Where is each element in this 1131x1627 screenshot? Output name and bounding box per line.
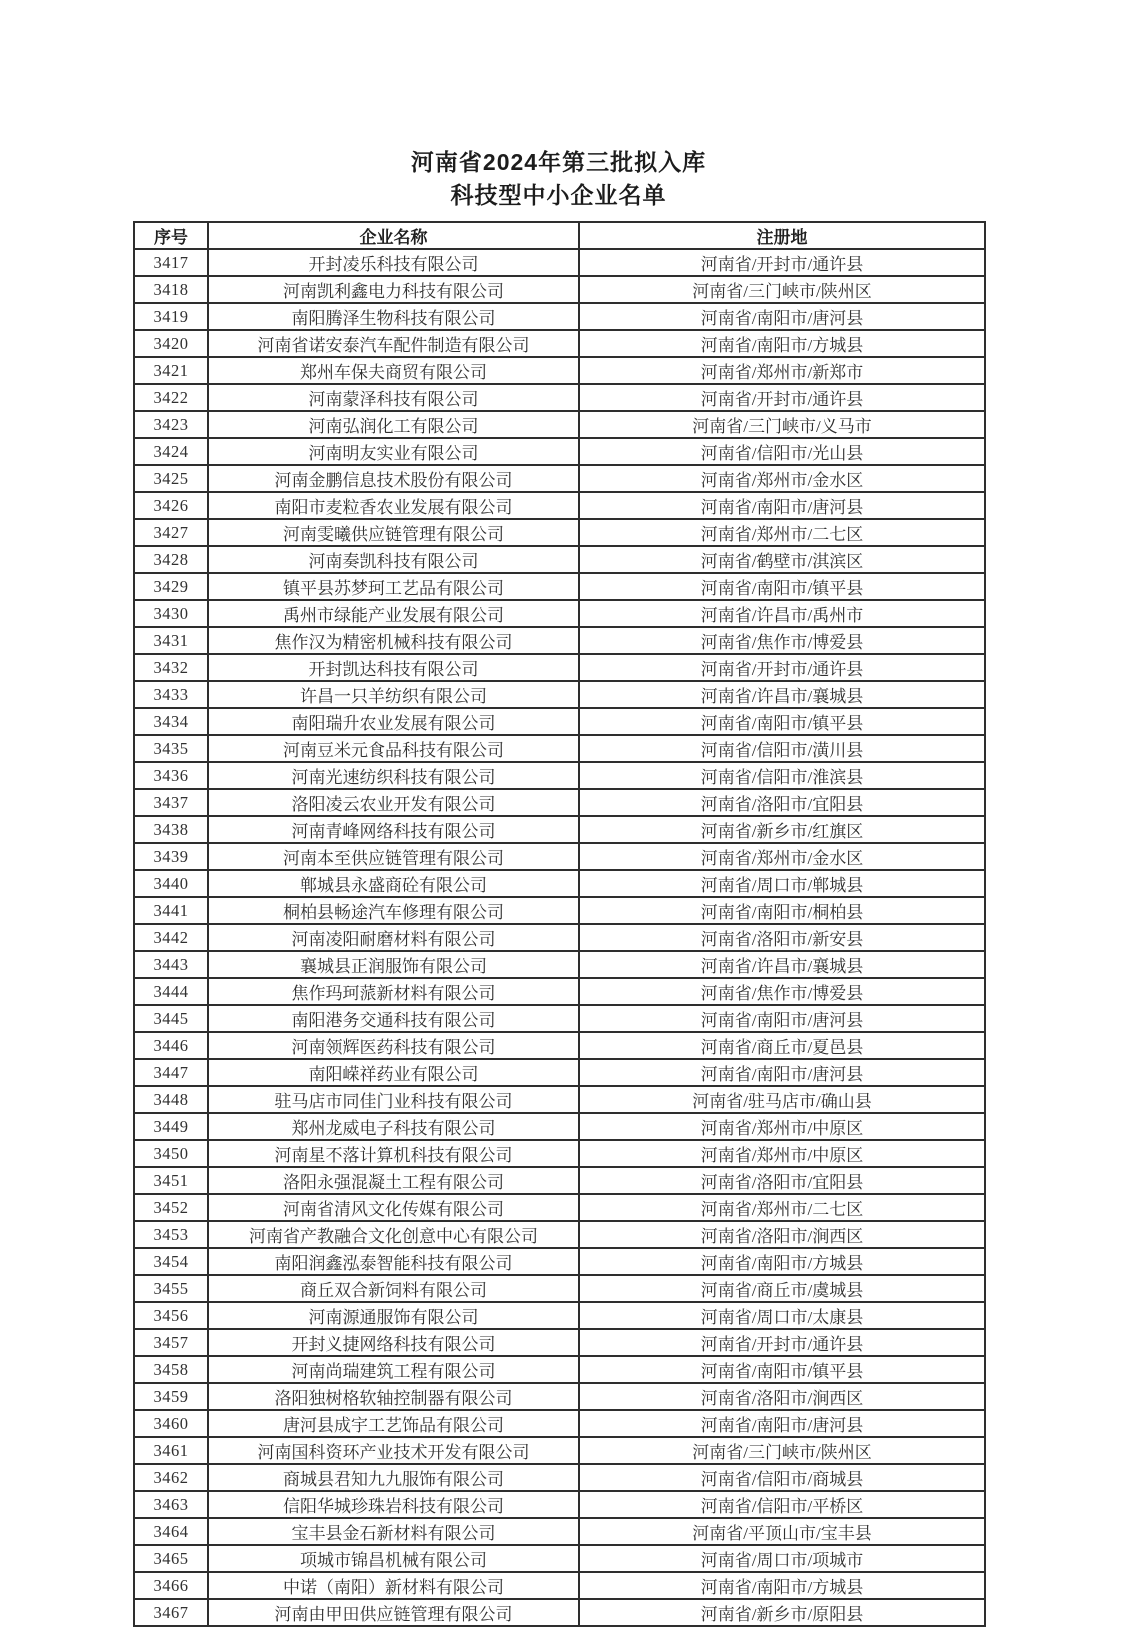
company-name-cell: 河南凯利鑫电力科技有限公司	[208, 276, 579, 303]
serial-number-cell: 3452	[134, 1194, 208, 1221]
table-header-row	[134, 222, 985, 249]
serial-number-cell: 3449	[134, 1113, 208, 1140]
registered-location-cell: 河南省/南阳市/唐河县	[579, 303, 985, 330]
serial-number-cell: 3448	[134, 1086, 208, 1113]
table-row	[134, 978, 985, 1005]
registered-location-cell: 河南省/郑州市/中原区	[579, 1113, 985, 1140]
registered-location-cell: 河南省/南阳市/桐柏县	[579, 897, 985, 924]
table-row	[134, 1491, 985, 1518]
table-row	[134, 600, 985, 627]
serial-number-cell: 3429	[134, 573, 208, 600]
registered-location-cell: 河南省/信阳市/平桥区	[579, 1491, 985, 1518]
header-serial-number: 序号	[134, 222, 208, 249]
company-name-cell: 项城市锦昌机械有限公司	[208, 1545, 579, 1572]
serial-number-cell: 3466	[134, 1572, 208, 1599]
table-row	[134, 1221, 985, 1248]
table-row	[134, 492, 985, 519]
registered-location-cell: 河南省/洛阳市/宜阳县	[579, 789, 985, 816]
company-name-cell: 洛阳永强混凝土工程有限公司	[208, 1167, 579, 1194]
company-name-cell: 开封义捷网络科技有限公司	[208, 1329, 579, 1356]
serial-number-cell: 3458	[134, 1356, 208, 1383]
registered-location-cell: 河南省/洛阳市/涧西区	[579, 1383, 985, 1410]
document-title-line1: 河南省2024年第三批拟入库	[410, 149, 707, 175]
serial-number-cell: 3432	[134, 654, 208, 681]
company-name-cell: 河南明友实业有限公司	[208, 438, 579, 465]
company-name-cell: 河南国科资环产业技术开发有限公司	[208, 1437, 579, 1464]
serial-number-cell: 3424	[134, 438, 208, 465]
serial-number-cell: 3454	[134, 1248, 208, 1275]
company-name-cell: 中诺（南阳）新材料有限公司	[208, 1572, 579, 1599]
table-row	[134, 924, 985, 951]
table-row	[134, 816, 985, 843]
table-row	[134, 1356, 985, 1383]
company-name-cell: 河南弘润化工有限公司	[208, 411, 579, 438]
registered-location-cell: 河南省/焦作市/博爱县	[579, 627, 985, 654]
table-row	[134, 249, 985, 276]
company-name-cell: 郑州龙威电子科技有限公司	[208, 1113, 579, 1140]
serial-number-cell: 3463	[134, 1491, 208, 1518]
serial-number-cell: 3451	[134, 1167, 208, 1194]
company-name-cell: 信阳华城珍珠岩科技有限公司	[208, 1491, 579, 1518]
registered-location-cell: 河南省/开封市/通许县	[579, 1329, 985, 1356]
registered-location-cell: 河南省/南阳市/镇平县	[579, 708, 985, 735]
registered-location-cell: 河南省/许昌市/襄城县	[579, 681, 985, 708]
company-name-cell: 河南领辉医药科技有限公司	[208, 1032, 579, 1059]
registered-location-cell: 河南省/郑州市/新郑市	[579, 357, 985, 384]
registered-location-cell: 河南省/洛阳市/新安县	[579, 924, 985, 951]
table-row	[134, 519, 985, 546]
company-name-cell: 南阳嵘祥药业有限公司	[208, 1059, 579, 1086]
table-row	[134, 1005, 985, 1032]
table-row	[134, 1059, 985, 1086]
serial-number-cell: 3425	[134, 465, 208, 492]
company-name-cell: 河南光速纺织科技有限公司	[208, 762, 579, 789]
registered-location-cell: 河南省/郑州市/中原区	[579, 1140, 985, 1167]
registered-location-cell: 河南省/郑州市/金水区	[579, 843, 985, 870]
serial-number-cell: 3443	[134, 951, 208, 978]
company-name-cell: 襄城县正润服饰有限公司	[208, 951, 579, 978]
company-name-cell: 南阳市麦粒香农业发展有限公司	[208, 492, 579, 519]
company-roster-table	[133, 221, 986, 1627]
company-name-cell: 河南本至供应链管理有限公司	[208, 843, 579, 870]
company-name-cell: 河南蒙泽科技有限公司	[208, 384, 579, 411]
registered-location-cell: 河南省/商丘市/夏邑县	[579, 1032, 985, 1059]
company-name-cell: 焦作玛珂蒎新材料有限公司	[208, 978, 579, 1005]
registered-location-cell: 河南省/南阳市/镇平县	[579, 1356, 985, 1383]
company-name-cell: 桐柏县畅途汽车修理有限公司	[208, 897, 579, 924]
company-name-cell: 河南星不落计算机科技有限公司	[208, 1140, 579, 1167]
registered-location-cell: 河南省/许昌市/襄城县	[579, 951, 985, 978]
company-name-cell: 河南尚瑞建筑工程有限公司	[208, 1356, 579, 1383]
table-row	[134, 789, 985, 816]
serial-number-cell: 3423	[134, 411, 208, 438]
company-name-cell: 河南源通服饰有限公司	[208, 1302, 579, 1329]
company-name-cell: 唐河县成宇工艺饰品有限公司	[208, 1410, 579, 1437]
company-name-cell: 驻马店市同佳门业科技有限公司	[208, 1086, 579, 1113]
registered-location-cell: 河南省/南阳市/方城县	[579, 1572, 985, 1599]
company-name-cell: 河南省诺安泰汽车配件制造有限公司	[208, 330, 579, 357]
registered-location-cell: 河南省/驻马店市/确山县	[579, 1086, 985, 1113]
registered-location-cell: 河南省/三门峡市/陕州区	[579, 1437, 985, 1464]
serial-number-cell: 3440	[134, 870, 208, 897]
company-name-cell: 镇平县苏梦珂工艺品有限公司	[208, 573, 579, 600]
serial-number-cell: 3445	[134, 1005, 208, 1032]
document-title-line2: 科技型中小企业名单	[450, 182, 667, 208]
table-row	[134, 573, 985, 600]
serial-number-cell: 3428	[134, 546, 208, 573]
table-row	[134, 627, 985, 654]
table-row	[134, 1248, 985, 1275]
serial-number-cell: 3438	[134, 816, 208, 843]
serial-number-cell: 3433	[134, 681, 208, 708]
table-row	[134, 276, 985, 303]
company-name-cell: 河南省产教融合文化创意中心有限公司	[208, 1221, 579, 1248]
header-registered-location: 注册地	[579, 222, 985, 249]
table-row	[134, 1275, 985, 1302]
table-row	[134, 303, 985, 330]
company-name-cell: 开封凌乐科技有限公司	[208, 249, 579, 276]
registered-location-cell: 河南省/周口市/郸城县	[579, 870, 985, 897]
company-name-cell: 郑州车保夫商贸有限公司	[208, 357, 579, 384]
table-row	[134, 951, 985, 978]
table-row	[134, 1140, 985, 1167]
table-row	[134, 1599, 985, 1626]
serial-number-cell: 3457	[134, 1329, 208, 1356]
table-row	[134, 762, 985, 789]
table-row	[134, 1086, 985, 1113]
company-name-cell: 郸城县永盛商砼有限公司	[208, 870, 579, 897]
registered-location-cell: 河南省/南阳市/唐河县	[579, 1059, 985, 1086]
company-name-cell: 河南金鹏信息技术股份有限公司	[208, 465, 579, 492]
registered-location-cell: 河南省/平顶山市/宝丰县	[579, 1518, 985, 1545]
serial-number-cell: 3447	[134, 1059, 208, 1086]
registered-location-cell: 河南省/郑州市/二七区	[579, 519, 985, 546]
serial-number-cell: 3431	[134, 627, 208, 654]
company-name-cell: 南阳腾泽生物科技有限公司	[208, 303, 579, 330]
serial-number-cell: 3456	[134, 1302, 208, 1329]
serial-number-cell: 3455	[134, 1275, 208, 1302]
serial-number-cell: 3446	[134, 1032, 208, 1059]
table-row	[134, 708, 985, 735]
serial-number-cell: 3450	[134, 1140, 208, 1167]
registered-location-cell: 河南省/开封市/通许县	[579, 249, 985, 276]
registered-location-cell: 河南省/周口市/项城市	[579, 1545, 985, 1572]
company-name-cell: 河南凌阳耐磨材料有限公司	[208, 924, 579, 951]
serial-number-cell: 3430	[134, 600, 208, 627]
serial-number-cell: 3427	[134, 519, 208, 546]
table-row	[134, 681, 985, 708]
table-row	[134, 1464, 985, 1491]
table-row	[134, 1032, 985, 1059]
company-name-cell: 宝丰县金石新材料有限公司	[208, 1518, 579, 1545]
registered-location-cell: 河南省/信阳市/光山县	[579, 438, 985, 465]
company-name-cell: 南阳港务交通科技有限公司	[208, 1005, 579, 1032]
serial-number-cell: 3435	[134, 735, 208, 762]
table-row	[134, 357, 985, 384]
table-row	[134, 735, 985, 762]
header-company-name: 企业名称	[208, 222, 579, 249]
table-row	[134, 1194, 985, 1221]
table-row	[134, 1113, 985, 1140]
table-row	[134, 330, 985, 357]
registered-location-cell: 河南省/郑州市/二七区	[579, 1194, 985, 1221]
company-name-cell: 许昌一只羊纺织有限公司	[208, 681, 579, 708]
serial-number-cell: 3437	[134, 789, 208, 816]
table-row	[134, 1518, 985, 1545]
registered-location-cell: 河南省/三门峡市/义马市	[579, 411, 985, 438]
registered-location-cell: 河南省/商丘市/虞城县	[579, 1275, 985, 1302]
serial-number-cell: 3467	[134, 1599, 208, 1626]
registered-location-cell: 河南省/洛阳市/宜阳县	[579, 1167, 985, 1194]
company-name-cell: 禹州市绿能产业发展有限公司	[208, 600, 579, 627]
registered-location-cell: 河南省/新乡市/红旗区	[579, 816, 985, 843]
table-row	[134, 1410, 985, 1437]
registered-location-cell: 河南省/信阳市/潢川县	[579, 735, 985, 762]
table-row	[134, 546, 985, 573]
serial-number-cell: 3444	[134, 978, 208, 1005]
serial-number-cell: 3434	[134, 708, 208, 735]
serial-number-cell: 3441	[134, 897, 208, 924]
document-title	[133, 146, 984, 212]
serial-number-cell: 3462	[134, 1464, 208, 1491]
registered-location-cell: 河南省/南阳市/镇平县	[579, 573, 985, 600]
table-row	[134, 384, 985, 411]
registered-location-cell: 河南省/开封市/通许县	[579, 384, 985, 411]
registered-location-cell: 河南省/焦作市/博爱县	[579, 978, 985, 1005]
table-row	[134, 1437, 985, 1464]
registered-location-cell: 河南省/南阳市/唐河县	[579, 1005, 985, 1032]
serial-number-cell: 3460	[134, 1410, 208, 1437]
table-row	[134, 1545, 985, 1572]
document-content	[133, 146, 984, 1627]
table-body	[134, 249, 985, 1626]
registered-location-cell: 河南省/信阳市/商城县	[579, 1464, 985, 1491]
company-name-cell: 商城县君知九九服饰有限公司	[208, 1464, 579, 1491]
registered-location-cell: 河南省/南阳市/唐河县	[579, 1410, 985, 1437]
serial-number-cell: 3439	[134, 843, 208, 870]
table-row	[134, 411, 985, 438]
table-row	[134, 870, 985, 897]
table-header	[134, 222, 985, 249]
serial-number-cell: 3417	[134, 249, 208, 276]
serial-number-cell: 3419	[134, 303, 208, 330]
registered-location-cell: 河南省/三门峡市/陕州区	[579, 276, 985, 303]
company-name-cell: 河南雯曦供应链管理有限公司	[208, 519, 579, 546]
company-name-cell: 焦作汉为精密机械科技有限公司	[208, 627, 579, 654]
serial-number-cell: 3442	[134, 924, 208, 951]
serial-number-cell: 3421	[134, 357, 208, 384]
serial-number-cell: 3464	[134, 1518, 208, 1545]
registered-location-cell: 河南省/鹤壁市/淇滨区	[579, 546, 985, 573]
table-row	[134, 654, 985, 681]
registered-location-cell: 河南省/新乡市/原阳县	[579, 1599, 985, 1626]
serial-number-cell: 3422	[134, 384, 208, 411]
table-row	[134, 843, 985, 870]
company-name-cell: 南阳瑞升农业发展有限公司	[208, 708, 579, 735]
company-name-cell: 河南豆米元食品科技有限公司	[208, 735, 579, 762]
company-name-cell: 河南奏凯科技有限公司	[208, 546, 579, 573]
company-name-cell: 河南由甲田供应链管理有限公司	[208, 1599, 579, 1626]
serial-number-cell: 3436	[134, 762, 208, 789]
registered-location-cell: 河南省/周口市/太康县	[579, 1302, 985, 1329]
registered-location-cell: 河南省/南阳市/方城县	[579, 1248, 985, 1275]
table-row	[134, 1302, 985, 1329]
registered-location-cell: 河南省/南阳市/唐河县	[579, 492, 985, 519]
company-name-cell: 开封凯达科技有限公司	[208, 654, 579, 681]
table-row	[134, 1329, 985, 1356]
registered-location-cell: 河南省/开封市/通许县	[579, 654, 985, 681]
table-row	[134, 1383, 985, 1410]
company-name-cell: 洛阳独树格软轴控制器有限公司	[208, 1383, 579, 1410]
registered-location-cell: 河南省/郑州市/金水区	[579, 465, 985, 492]
serial-number-cell: 3465	[134, 1545, 208, 1572]
table-row	[134, 438, 985, 465]
serial-number-cell: 3453	[134, 1221, 208, 1248]
table-row	[134, 465, 985, 492]
registered-location-cell: 河南省/南阳市/方城县	[579, 330, 985, 357]
serial-number-cell: 3461	[134, 1437, 208, 1464]
registered-location-cell: 河南省/洛阳市/涧西区	[579, 1221, 985, 1248]
table-row	[134, 897, 985, 924]
company-name-cell: 商丘双合新饲料有限公司	[208, 1275, 579, 1302]
table-row	[134, 1572, 985, 1599]
serial-number-cell: 3418	[134, 276, 208, 303]
company-name-cell: 南阳润鑫泓泰智能科技有限公司	[208, 1248, 579, 1275]
registered-location-cell: 河南省/许昌市/禹州市	[579, 600, 985, 627]
serial-number-cell: 3459	[134, 1383, 208, 1410]
serial-number-cell: 3420	[134, 330, 208, 357]
registered-location-cell: 河南省/信阳市/淮滨县	[579, 762, 985, 789]
company-name-cell: 洛阳凌云农业开发有限公司	[208, 789, 579, 816]
table-row	[134, 1167, 985, 1194]
company-name-cell: 河南省清风文化传媒有限公司	[208, 1194, 579, 1221]
company-name-cell: 河南青峰网络科技有限公司	[208, 816, 579, 843]
serial-number-cell: 3426	[134, 492, 208, 519]
